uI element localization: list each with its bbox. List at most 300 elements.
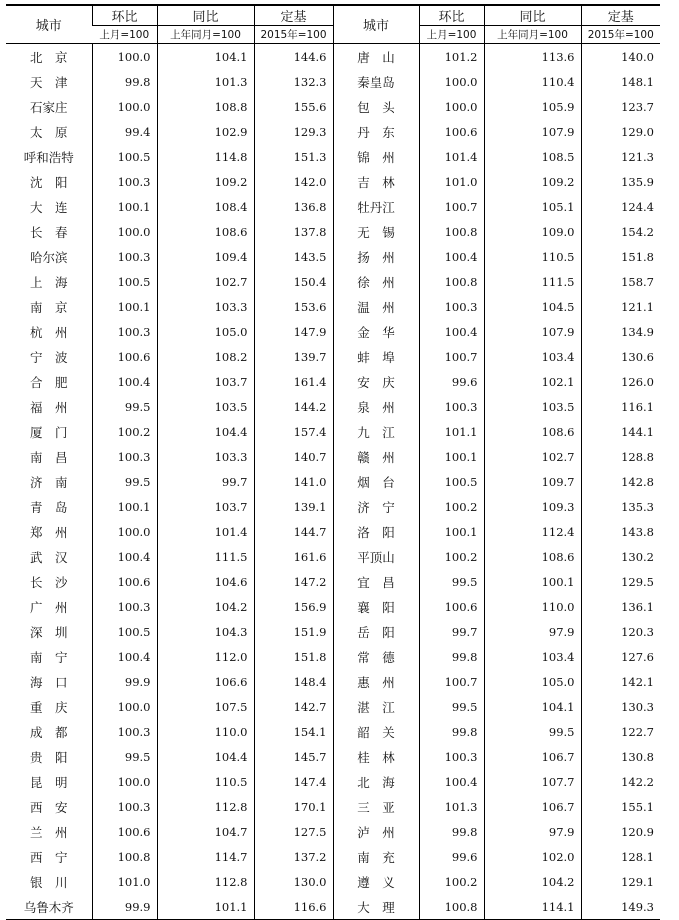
base-value-right: 136.1 [581, 594, 660, 619]
yoy-value-left: 103.7 [157, 494, 254, 519]
city-name-left: 西 宁 [29, 849, 68, 865]
header-base-right: 定基 [581, 5, 660, 26]
base-value-left: 147.9 [254, 319, 333, 344]
mom-value-right: 101.0 [419, 169, 484, 194]
table-row [6, 244, 660, 269]
base-value-right: 120.9 [581, 819, 660, 844]
yoy-value-right: 112.4 [484, 519, 581, 544]
city-name-right: 徐 州 [333, 269, 419, 294]
base-value-right: 154.2 [581, 219, 660, 244]
base-value-left: 140.7 [254, 444, 333, 469]
city-price-index-table [6, 4, 660, 920]
base-value-right: 151.8 [581, 244, 660, 269]
base-value-right: 130.8 [581, 744, 660, 769]
table-row [6, 819, 660, 844]
base-value-right: 116.1 [581, 394, 660, 419]
mom-value-left: 99.9 [92, 669, 157, 694]
base-value-right: 149.3 [581, 894, 660, 920]
base-value-left: 130.0 [254, 869, 333, 894]
city-name-right: 安 庆 [333, 369, 419, 394]
base-value-left: 147.4 [254, 769, 333, 794]
base-value-right: 148.1 [581, 69, 660, 94]
base-value-left: 143.5 [254, 244, 333, 269]
city-name-right: 泸 州 [333, 819, 419, 844]
city-name-left: 南 京 [29, 299, 68, 315]
yoy-value-left: 104.4 [157, 744, 254, 769]
city-name-left: 合 肥 [29, 374, 68, 390]
base-value-left: 116.6 [254, 894, 333, 920]
yoy-value-left: 112.0 [157, 644, 254, 669]
table-row [6, 369, 660, 394]
yoy-value-right: 103.4 [484, 644, 581, 669]
yoy-value-left: 101.3 [157, 69, 254, 94]
yoy-value-right: 109.2 [484, 169, 581, 194]
header-mom-sub-right: 上月=100 [419, 26, 484, 44]
city-name-right: 扬 州 [333, 244, 419, 269]
base-value-left: 170.1 [254, 794, 333, 819]
mom-value-right: 100.1 [419, 519, 484, 544]
city-name-right: 北 海 [333, 769, 419, 794]
base-value-right: 120.3 [581, 619, 660, 644]
yoy-value-right: 105.9 [484, 94, 581, 119]
base-value-right: 142.8 [581, 469, 660, 494]
mom-value-left: 99.4 [92, 119, 157, 144]
city-name-left: 贵 阳 [29, 749, 68, 765]
base-value-right: 124.4 [581, 194, 660, 219]
city-name-left: 长 春 [29, 224, 68, 240]
table-row [6, 719, 660, 744]
table-row [6, 594, 660, 619]
yoy-value-left: 101.1 [157, 894, 254, 920]
base-value-left: 144.7 [254, 519, 333, 544]
city-name-right: 三 亚 [333, 794, 419, 819]
mom-value-left: 100.3 [92, 444, 157, 469]
yoy-value-left: 108.6 [157, 219, 254, 244]
city-name-right: 蚌 埠 [333, 344, 419, 369]
base-value-right: 130.2 [581, 544, 660, 569]
yoy-value-right: 108.6 [484, 544, 581, 569]
header-yoy-sub-right: 上年同月=100 [484, 26, 581, 44]
mom-value-right: 99.5 [419, 694, 484, 719]
city-name-left: 杭 州 [29, 324, 68, 340]
mom-value-left: 100.0 [92, 94, 157, 119]
base-value-left: 142.0 [254, 169, 333, 194]
yoy-value-left: 108.2 [157, 344, 254, 369]
mom-value-left: 100.0 [92, 519, 157, 544]
header-yoy-left: 同比 [157, 5, 254, 26]
base-value-right: 128.8 [581, 444, 660, 469]
mom-value-left: 100.3 [92, 794, 157, 819]
yoy-value-left: 102.9 [157, 119, 254, 144]
table-row [6, 544, 660, 569]
city-name-right: 桂 林 [333, 744, 419, 769]
yoy-value-left: 103.3 [157, 294, 254, 319]
yoy-value-left: 103.7 [157, 369, 254, 394]
yoy-value-right: 105.1 [484, 194, 581, 219]
yoy-value-left: 112.8 [157, 794, 254, 819]
city-name-right: 宜 昌 [333, 569, 419, 594]
mom-value-left: 100.5 [92, 144, 157, 169]
mom-value-right: 99.5 [419, 569, 484, 594]
mom-value-right: 100.3 [419, 744, 484, 769]
mom-value-right: 100.2 [419, 494, 484, 519]
mom-value-right: 100.0 [419, 69, 484, 94]
base-value-right: 127.6 [581, 644, 660, 669]
header-base-left: 定基 [254, 5, 333, 26]
city-name-right: 九 江 [333, 419, 419, 444]
base-value-right: 121.3 [581, 144, 660, 169]
mom-value-right: 100.1 [419, 444, 484, 469]
mom-value-right: 99.7 [419, 619, 484, 644]
mom-value-left: 100.5 [92, 269, 157, 294]
city-name-left: 宁 波 [29, 349, 68, 365]
base-value-left: 141.0 [254, 469, 333, 494]
mom-value-right: 101.1 [419, 419, 484, 444]
city-name-right: 平顶山 [333, 544, 419, 569]
city-name-right: 无 锡 [333, 219, 419, 244]
yoy-value-left: 103.3 [157, 444, 254, 469]
yoy-value-right: 97.9 [484, 619, 581, 644]
header-base-sub-right: 2015年=100 [581, 26, 660, 44]
yoy-value-left: 104.4 [157, 419, 254, 444]
city-name-right: 遵 义 [333, 869, 419, 894]
mom-value-right: 99.8 [419, 819, 484, 844]
yoy-value-left: 114.8 [157, 144, 254, 169]
mom-value-left: 100.1 [92, 294, 157, 319]
mom-value-right: 100.7 [419, 344, 484, 369]
mom-value-right: 101.2 [419, 44, 484, 70]
city-name-right: 泉 州 [333, 394, 419, 419]
yoy-value-right: 102.0 [484, 844, 581, 869]
mom-value-right: 100.5 [419, 469, 484, 494]
yoy-value-right: 102.7 [484, 444, 581, 469]
base-value-right: 142.1 [581, 669, 660, 694]
mom-value-left: 100.0 [92, 694, 157, 719]
yoy-value-right: 109.7 [484, 469, 581, 494]
city-name-left: 福 州 [29, 399, 68, 415]
table-row [6, 194, 660, 219]
yoy-value-left: 110.5 [157, 769, 254, 794]
base-value-left: 147.2 [254, 569, 333, 594]
base-value-right: 126.0 [581, 369, 660, 394]
city-name-left: 海 口 [29, 674, 68, 690]
mom-value-left: 100.4 [92, 544, 157, 569]
yoy-value-left: 105.0 [157, 319, 254, 344]
header-city-right: 城市 [333, 5, 419, 44]
base-value-left: 161.6 [254, 544, 333, 569]
base-value-right: 128.1 [581, 844, 660, 869]
base-value-right: 134.9 [581, 319, 660, 344]
yoy-value-left: 111.5 [157, 544, 254, 569]
header-yoy-sub-left: 上年同月=100 [157, 26, 254, 44]
yoy-value-left: 101.4 [157, 519, 254, 544]
base-value-right: 135.9 [581, 169, 660, 194]
base-value-right: 129.1 [581, 869, 660, 894]
city-name-left: 呼和浩特 [23, 149, 74, 165]
yoy-value-left: 110.0 [157, 719, 254, 744]
base-value-left: 156.9 [254, 594, 333, 619]
base-value-left: 136.8 [254, 194, 333, 219]
city-name-left: 太 原 [29, 124, 68, 140]
table-row [6, 94, 660, 119]
yoy-value-left: 112.8 [157, 869, 254, 894]
yoy-value-right: 114.1 [484, 894, 581, 920]
mom-value-left: 101.0 [92, 869, 157, 894]
mom-value-left: 100.4 [92, 644, 157, 669]
table-row [6, 519, 660, 544]
header-base-sub-left: 2015年=100 [254, 26, 333, 44]
table-row [6, 169, 660, 194]
base-value-left: 154.1 [254, 719, 333, 744]
mom-value-left: 100.6 [92, 569, 157, 594]
mom-value-left: 100.3 [92, 169, 157, 194]
mom-value-right: 100.7 [419, 669, 484, 694]
table-row [6, 69, 660, 94]
base-value-right: 129.0 [581, 119, 660, 144]
city-name-left: 深 圳 [29, 624, 68, 640]
table-row [6, 769, 660, 794]
yoy-value-right: 111.5 [484, 269, 581, 294]
city-name-left: 沈 阳 [29, 174, 68, 190]
city-name-left: 银 川 [29, 874, 68, 890]
mom-value-left: 100.3 [92, 319, 157, 344]
mom-value-left: 100.3 [92, 244, 157, 269]
city-name-right: 常 德 [333, 644, 419, 669]
city-name-right: 洛 阳 [333, 519, 419, 544]
table-row [6, 669, 660, 694]
yoy-value-right: 104.2 [484, 869, 581, 894]
base-value-left: 161.4 [254, 369, 333, 394]
base-value-left: 145.7 [254, 744, 333, 769]
yoy-value-right: 105.0 [484, 669, 581, 694]
base-value-right: 135.3 [581, 494, 660, 519]
base-value-left: 132.3 [254, 69, 333, 94]
mom-value-right: 100.4 [419, 244, 484, 269]
table-row [6, 119, 660, 144]
base-value-left: 144.6 [254, 44, 333, 70]
mom-value-right: 100.8 [419, 269, 484, 294]
table-row [6, 794, 660, 819]
mom-value-right: 100.3 [419, 294, 484, 319]
city-name-left: 济 南 [29, 474, 68, 490]
base-value-left: 137.8 [254, 219, 333, 244]
base-value-right: 143.8 [581, 519, 660, 544]
yoy-value-right: 104.1 [484, 694, 581, 719]
city-name-left: 厦 门 [29, 424, 68, 440]
mom-value-right: 100.3 [419, 394, 484, 419]
base-value-right: 144.1 [581, 419, 660, 444]
base-value-right: 130.3 [581, 694, 660, 719]
mom-value-right: 100.0 [419, 94, 484, 119]
header-city-left: 城市 [6, 5, 92, 44]
base-value-right: 121.1 [581, 294, 660, 319]
yoy-value-left: 104.6 [157, 569, 254, 594]
yoy-value-left: 106.6 [157, 669, 254, 694]
table-row [6, 319, 660, 344]
mom-value-right: 100.8 [419, 219, 484, 244]
table-row [6, 344, 660, 369]
mom-value-left: 99.9 [92, 894, 157, 920]
base-value-left: 153.6 [254, 294, 333, 319]
city-name-left: 南 昌 [29, 449, 68, 465]
yoy-value-left: 109.4 [157, 244, 254, 269]
base-value-left: 129.3 [254, 119, 333, 144]
header-mom-sub-left: 上月=100 [92, 26, 157, 44]
city-name-left: 北 京 [29, 49, 68, 65]
mom-value-right: 101.4 [419, 144, 484, 169]
base-value-left: 148.4 [254, 669, 333, 694]
city-name-right: 锦 州 [333, 144, 419, 169]
yoy-value-right: 100.1 [484, 569, 581, 594]
mom-value-right: 100.2 [419, 869, 484, 894]
city-name-left: 昆 明 [29, 774, 68, 790]
table-row [6, 394, 660, 419]
table-row [6, 744, 660, 769]
yoy-value-left: 104.3 [157, 619, 254, 644]
mom-value-left: 100.1 [92, 194, 157, 219]
table-body [6, 44, 660, 920]
yoy-value-left: 99.7 [157, 469, 254, 494]
mom-value-right: 100.7 [419, 194, 484, 219]
yoy-value-right: 103.5 [484, 394, 581, 419]
city-name-right: 襄 阳 [333, 594, 419, 619]
base-value-left: 151.3 [254, 144, 333, 169]
base-value-left: 139.7 [254, 344, 333, 369]
base-value-right: 122.7 [581, 719, 660, 744]
mom-value-left: 100.3 [92, 594, 157, 619]
base-value-left: 142.7 [254, 694, 333, 719]
city-name-left: 南 宁 [29, 649, 68, 665]
mom-value-left: 99.5 [92, 744, 157, 769]
city-name-right: 秦皇岛 [333, 69, 419, 94]
city-name-left: 重 庆 [29, 699, 68, 715]
yoy-value-right: 110.0 [484, 594, 581, 619]
mom-value-right: 100.6 [419, 119, 484, 144]
mom-value-right: 101.3 [419, 794, 484, 819]
city-name-right: 大 理 [333, 894, 419, 920]
yoy-value-right: 107.9 [484, 319, 581, 344]
mom-value-left: 100.2 [92, 419, 157, 444]
table-row [6, 419, 660, 444]
mom-value-right: 100.4 [419, 319, 484, 344]
mom-value-left: 100.0 [92, 44, 157, 70]
city-name-left: 西 安 [29, 799, 68, 815]
mom-value-right: 99.8 [419, 719, 484, 744]
yoy-value-left: 102.7 [157, 269, 254, 294]
yoy-value-right: 104.5 [484, 294, 581, 319]
base-value-left: 139.1 [254, 494, 333, 519]
yoy-value-right: 106.7 [484, 744, 581, 769]
city-name-right: 温 州 [333, 294, 419, 319]
table-row [6, 444, 660, 469]
base-value-left: 137.2 [254, 844, 333, 869]
yoy-value-left: 103.5 [157, 394, 254, 419]
city-name-left: 大 连 [29, 199, 68, 215]
city-name-right: 赣 州 [333, 444, 419, 469]
city-name-left: 天 津 [29, 74, 68, 90]
yoy-value-right: 102.1 [484, 369, 581, 394]
yoy-value-left: 104.7 [157, 819, 254, 844]
yoy-value-right: 113.6 [484, 44, 581, 70]
mom-value-left: 100.5 [92, 619, 157, 644]
yoy-value-left: 114.7 [157, 844, 254, 869]
city-name-right: 吉 林 [333, 169, 419, 194]
base-value-left: 155.6 [254, 94, 333, 119]
yoy-value-right: 110.5 [484, 244, 581, 269]
city-name-left: 成 都 [29, 724, 68, 740]
city-name-left: 兰 州 [29, 824, 68, 840]
yoy-value-right: 107.7 [484, 769, 581, 794]
yoy-value-right: 109.3 [484, 494, 581, 519]
mom-value-right: 99.6 [419, 844, 484, 869]
base-value-right: 123.7 [581, 94, 660, 119]
city-name-right: 济 宁 [333, 494, 419, 519]
city-name-left: 青 岛 [29, 499, 68, 515]
mom-value-right: 99.6 [419, 369, 484, 394]
city-name-right: 牡丹江 [333, 194, 419, 219]
mom-value-left: 99.5 [92, 469, 157, 494]
table-row [6, 144, 660, 169]
city-name-left: 武 汉 [29, 549, 68, 565]
table-row [6, 894, 660, 920]
table-row [6, 844, 660, 869]
table-row [6, 44, 660, 70]
mom-value-left: 100.1 [92, 494, 157, 519]
table-row [6, 644, 660, 669]
base-value-right: 158.7 [581, 269, 660, 294]
table-row [6, 869, 660, 894]
header-mom-left: 环比 [92, 5, 157, 26]
mom-value-left: 99.5 [92, 394, 157, 419]
mom-value-left: 100.8 [92, 844, 157, 869]
base-value-right: 142.2 [581, 769, 660, 794]
city-name-right: 惠 州 [333, 669, 419, 694]
mom-value-left: 100.6 [92, 344, 157, 369]
yoy-value-right: 108.6 [484, 419, 581, 444]
city-name-left: 哈尔滨 [29, 249, 68, 265]
base-value-right: 155.1 [581, 794, 660, 819]
base-value-right: 129.5 [581, 569, 660, 594]
base-value-left: 150.4 [254, 269, 333, 294]
mom-value-left: 100.4 [92, 369, 157, 394]
table-row [6, 694, 660, 719]
price-index-table-container [6, 4, 660, 920]
table-row [6, 619, 660, 644]
city-name-right: 岳 阳 [333, 619, 419, 644]
mom-value-right: 100.8 [419, 894, 484, 920]
mom-value-left: 99.8 [92, 69, 157, 94]
yoy-value-right: 108.5 [484, 144, 581, 169]
yoy-value-right: 99.5 [484, 719, 581, 744]
yoy-value-right: 107.9 [484, 119, 581, 144]
city-name-right: 金 华 [333, 319, 419, 344]
city-name-right: 包 头 [333, 94, 419, 119]
city-name-right: 韶 关 [333, 719, 419, 744]
mom-value-right: 100.6 [419, 594, 484, 619]
base-value-right: 130.6 [581, 344, 660, 369]
city-name-right: 丹 东 [333, 119, 419, 144]
yoy-value-left: 108.8 [157, 94, 254, 119]
city-name-left: 郑 州 [29, 524, 68, 540]
table-row [6, 494, 660, 519]
header-mom-right: 环比 [419, 5, 484, 26]
base-value-left: 144.2 [254, 394, 333, 419]
yoy-value-left: 104.2 [157, 594, 254, 619]
yoy-value-left: 104.1 [157, 44, 254, 70]
table-header [6, 5, 660, 44]
city-name-left: 上 海 [29, 274, 68, 290]
city-name-right: 烟 台 [333, 469, 419, 494]
